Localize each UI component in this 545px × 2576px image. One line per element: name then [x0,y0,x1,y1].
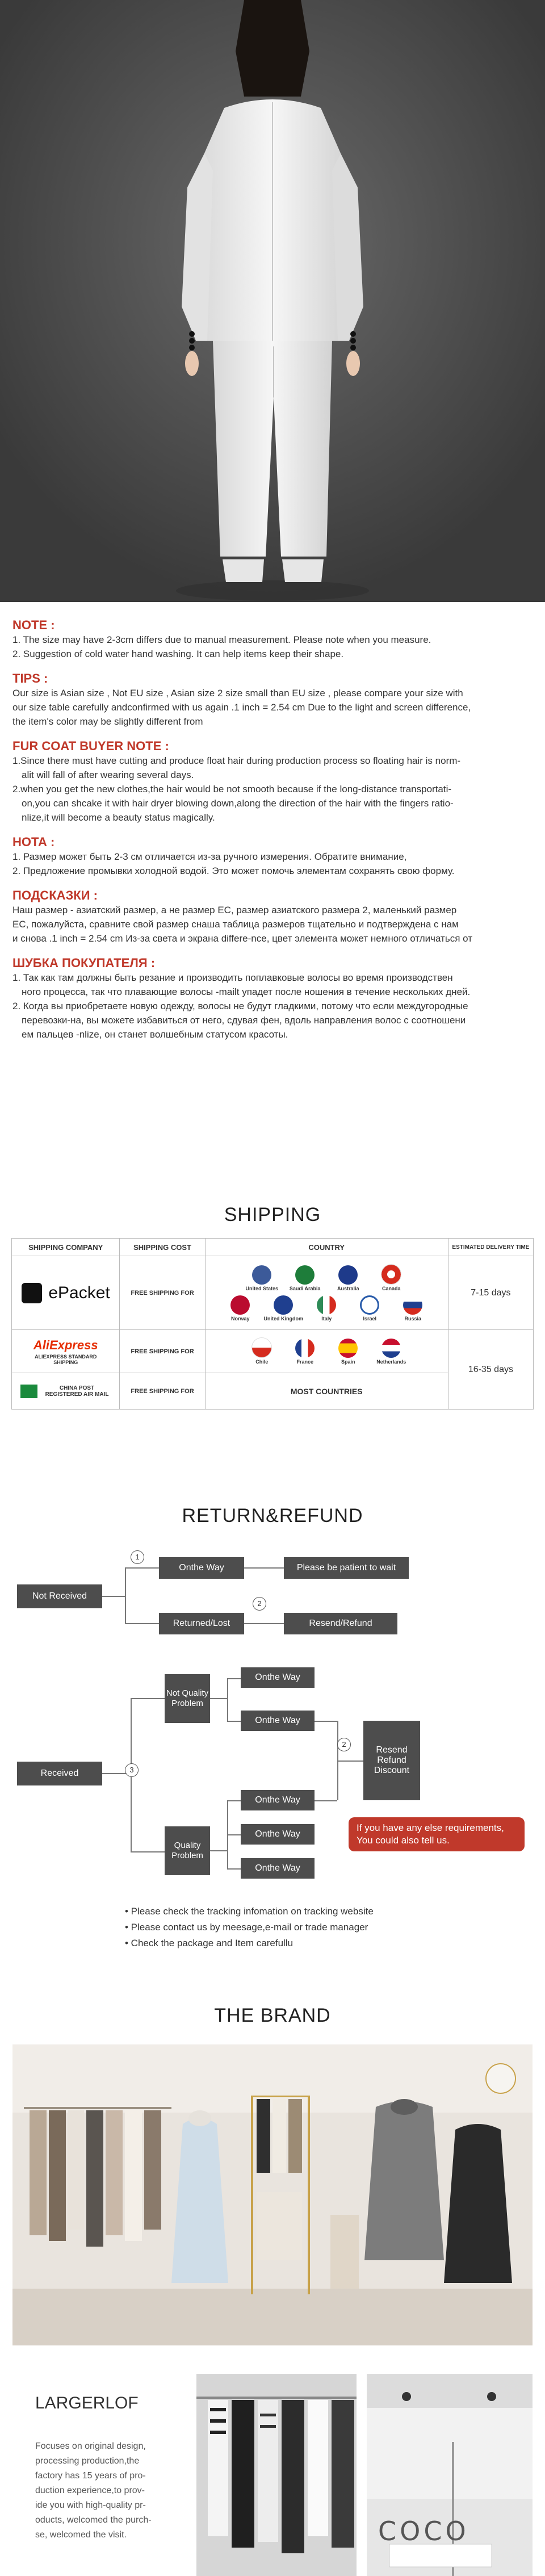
store-interior-photo [12,2044,533,2345]
col-header: SHIPPING COST [120,1239,205,1256]
cost-cell: FREE SHIPPING FOR [120,1256,205,1330]
resend-refund-discount-box: Resend Refund Discount [363,1721,420,1800]
garment-rack-photo [196,2374,357,2576]
store-front-photo [367,2374,533,2576]
us-flag-icon [252,1265,271,1285]
country-nl: Netherlands [370,1339,413,1365]
cost-cell: FREE SHIPPING FOR [120,1373,205,1410]
fur-ru-heading: ШУБКА ПОКУПАТЕЛЯ : [12,956,156,970]
col-header: ESTIMATED DELIVERY TIME [448,1239,533,1256]
on-the-way-box: Onthe Way [241,1858,315,1879]
countries-cell [205,1256,448,1330]
company-name: CHINA POST REGISTERED AIR MAIL [45,1385,109,1398]
garment-rack-image [196,2374,357,2576]
tips-line: our size table carefully andconfirmed with us again .1 inch = 2.54 cm Due to the light and screen difference, [12,702,471,713]
country-sa: Saudi Arabia [283,1265,326,1291]
nl-flag-icon [382,1339,401,1358]
tips-block [12,671,535,729]
fur-ru-line: 1. Так как там должны быть резание и производить поплавковые волосы во время производствен [12,972,453,983]
nota-ru-line: 1. Размер может быть 2-3 см отличается из-за ручного измерения. Обратите внимание, [12,851,407,862]
country-au: Australia [326,1265,370,1291]
tips-line: the item's color may be slightly different from [12,716,203,727]
step-1: 1 [131,1550,144,1564]
company-cell [12,1373,120,1410]
fur-coat-block [12,739,535,825]
step-3: 3 [125,1763,139,1777]
fur-ru-line: ем пальцев -nlize, он станет волшебным статусом красоты. [22,1029,288,1040]
tips-heading: TIPS : [12,671,48,685]
not-received-box: Not Received [17,1584,102,1608]
it-flag-icon [317,1295,336,1315]
shipping-row-aliexpress [12,1330,534,1373]
fur-ru-line: 2. Когда вы приобретаете новую одежду, волосы не будут гладкими, потому что если междугородные [12,1001,468,1011]
time-cell: 16-35 days [448,1330,533,1410]
tips-line: Our size is Asian size , Not EU size , Asian size 2 size small than EU size , please compare your size with [12,688,463,699]
fur-coat-line: nlize,it will become a beauty status magically. [22,812,215,823]
fur-ru-line: перевозки-на, вы можете избавиться от него, сдувая фен, вдоль направления волос с соотношени [22,1015,466,1026]
nota-ru-block [12,835,535,878]
brand-description: Focuses on original design, processing production,the factory has 15 years of pro- duction experience,to prov- ide you with high-quality pr- oducts, welcomed the purch- se, welcomed the visit. [35,2441,152,2540]
fr-flag-icon [295,1339,315,1358]
not-quality-box: Not Quality Problem [165,1674,210,1723]
step-2: 2 [253,1597,266,1611]
company-name: ePacket [48,1283,110,1302]
country-ru: Russia [391,1295,434,1322]
returned-lost-box: Returned/Lost [159,1613,244,1634]
note-line: 2. Suggestion of cold water hand washing. It can help items keep their shape. [12,649,344,659]
tips-ru-line: ЕС, пожалуйста, сравните свой размер снаша таблица размеров тщательно и подтверждена с нам [12,919,459,930]
note-heading: NOTE : [12,618,55,632]
requirements-callout: If you have any else requirements, You could also tell us. [349,1817,525,1851]
country-fr: France [283,1339,326,1365]
on-the-way-box: Onthe Way [241,1824,315,1845]
fur-ru-block [12,956,535,1042]
aliexpress-logo: AliExpress [33,1337,98,1352]
refund-title: RETURN&REFUND [182,1505,363,1527]
on-the-way-box: Onthe Way [241,1711,315,1731]
step-2: 2 [337,1738,351,1751]
fur-coat-line: alit will fall of after wearing several days. [22,770,194,780]
quality-box: Quality Problem [165,1826,210,1875]
brand-name: LARGERLOF [35,2394,139,2412]
fur-coat-line: on,you can shcake it with hair dryer blowing down,along the direction of the hair with the fingers ratio- [22,798,454,809]
company-cell [12,1330,120,1373]
nota-ru-heading: НОТА : [12,835,55,849]
company-cell [12,1256,120,1330]
shipping-row-epacket [12,1256,534,1330]
col-header: SHIPPING COMPANY [12,1239,120,1256]
es-flag-icon [338,1339,358,1358]
refund-bullet: • Check the package and Item carefullu [125,1938,294,1948]
shipping-title: SHIPPING [224,1204,321,1226]
au-flag-icon [338,1265,358,1285]
refund-bullet: • Please contact us by meesage,e-mail or trade manager [125,1922,368,1933]
notes-section [12,618,535,1042]
fur-ru-line: ного процесса, так что плавающие волосы -mailt упадет после ношения в течение нескольких дней. [22,986,471,997]
no-flag-icon [230,1295,250,1315]
nota-ru-line: 2. Предложение промывки холодной водой. Это может помочь элементам сохранять свою форму. [12,865,455,876]
uk-flag-icon [274,1295,293,1315]
refund-bullet: • Please check the tracking infomation on tracking website [125,1906,374,1917]
time-cell: 7-15 days [448,1256,533,1330]
shipping-table [11,1238,534,1410]
country-ca: Canada [370,1264,413,1291]
epacket-logo-icon [22,1283,42,1303]
note-line: 1. The size may have 2-3cm differs due to manual measurement. Please note when you measure. [12,634,431,645]
ca-flag-icon [381,1264,401,1285]
il-flag-icon [360,1295,379,1315]
country-cl: Chile [240,1337,283,1365]
sa-flag-icon [295,1265,315,1285]
store-sign: COCO [378,2516,469,2546]
on-the-way-box: Onthe Way [159,1557,244,1579]
cost-cell: FREE SHIPPING FOR [120,1330,205,1373]
fur-coat-line: 1.Since there must have cutting and produce float hair during production process so floating hair is norm- [12,755,461,766]
on-the-way-box: Onthe Way [241,1667,315,1688]
refund-flowchart [0,1550,545,1880]
countries-cell [205,1330,448,1373]
shipping-header-row [12,1239,534,1256]
col-header: COUNTRY [205,1239,448,1256]
country-es: Spain [326,1339,370,1365]
product-photo [0,0,545,602]
fur-coat-heading: FUR COAT BUYER NOTE : [12,739,169,753]
resend-refund-box: Resend/Refund [284,1613,397,1634]
model-back-view [0,0,545,602]
china-post-icon [20,1385,37,1398]
note-block [12,618,535,661]
fur-coat-line: 2.when you get the new clothes,the hair would be not smooth because if the long-distance transportati- [12,784,452,794]
received-box: Received [17,1762,102,1785]
be-patient-box: Please be patient to wait [284,1557,409,1579]
country-no: Norway [219,1295,262,1322]
refund-bullets [125,1904,466,1951]
on-the-way-box: Onthe Way [241,1790,315,1810]
country-il: Israel [348,1295,391,1322]
tips-ru-line: и снова .1 inch = 2.54 cm Из-за света и экрана differe-nce, цвет элемента может немного отличаться от [12,933,472,944]
store-interior-image [12,2044,533,2345]
cl-flag-icon [251,1337,272,1358]
company-sub: ALIEXPRESS STANDARD SHIPPING [35,1353,97,1365]
tips-ru-line: Наш размер - азиатский размер, а не размер ЕС, размер азиатского размера 2, маленький размер [12,905,457,915]
countries-cell: MOST COUNTRIES [205,1373,448,1410]
tips-ru-block [12,888,535,946]
country-uk: United Kingdom [262,1295,305,1322]
tips-ru-heading: ПОДСКАЗКИ : [12,888,98,902]
brand-title: THE BRAND [214,2005,331,2026]
country-it: Italy [305,1295,348,1322]
country-us: United States [240,1265,283,1291]
ru-flag-icon [403,1295,422,1315]
